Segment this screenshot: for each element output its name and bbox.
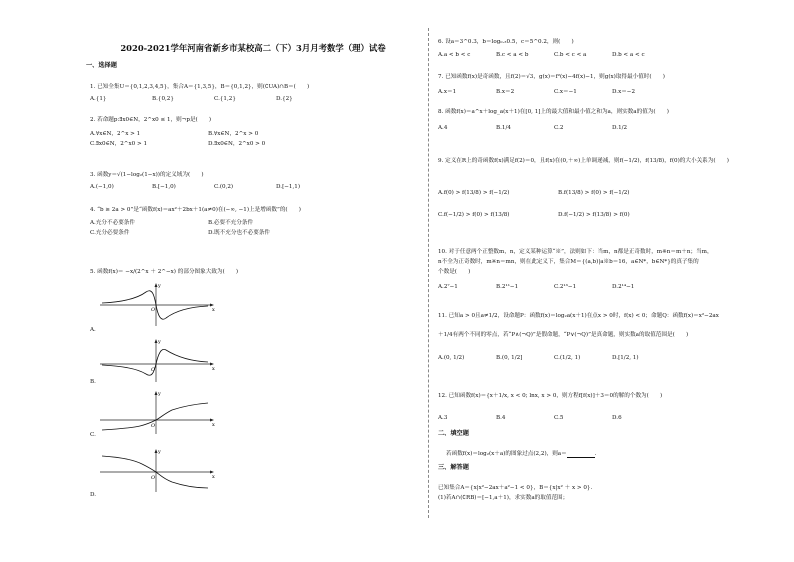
q10-option-d[interactable]: D.2¹⁴−1: [612, 284, 635, 290]
q10-option-a[interactable]: A.2⁷−1: [438, 284, 458, 290]
q6-option-a[interactable]: A.a < b < c: [438, 52, 471, 58]
q9-option-d[interactable]: D.f(−1/2) > f(13/8) > f(0): [558, 212, 630, 218]
question-13: [446, 450, 597, 458]
q1-option-a[interactable]: A.{1}: [90, 96, 107, 102]
q10-options: [438, 284, 670, 290]
q2-option-b[interactable]: B.∀x∈N，2^x > 0: [208, 131, 259, 137]
q1-option-d[interactable]: D.{2}: [276, 96, 293, 102]
y-label: y: [158, 391, 161, 397]
question-7: 7. 已知函数f(x)是奇函数，且f(2)＝√3，g(x)＝f²(x)−4f(x)−1，则g(x)取得最小值时( ): [438, 74, 665, 80]
question-2: 2. 若命题p:∃x0∈N，2^x0 ≤ 1，则¬p是( ): [90, 117, 212, 123]
q9-options-row2: [438, 212, 678, 218]
y-label: y: [158, 339, 161, 345]
section-fill: 二、填空题: [438, 430, 469, 437]
q2-option-d[interactable]: D.∃x0∈N，2^x0 > 0: [208, 141, 266, 147]
question-1: 1. 已知全集U＝{0,1,2,3,4,5}，集合A＝{1,3,5}，B＝{0,1,2}，则(∁UA)∩B＝( ): [90, 84, 310, 90]
origin-label: O: [151, 475, 156, 481]
q4-option-c[interactable]: C.充分必要条件: [90, 230, 130, 236]
q12-option-b[interactable]: B.4: [496, 415, 506, 421]
question-9: 9. 定义在R上的奇函数f(x)满足f(2)＝0，且f(x)在(0,＋∞)上单调递减，则f(−1/2)，f(13/8)，f(0)的大小关系为( ): [438, 158, 729, 164]
origin-label: O: [151, 367, 156, 373]
q11-option-d[interactable]: D.[1/2, 1): [612, 355, 639, 361]
q5-graph-a: [98, 282, 216, 328]
q8-option-a[interactable]: A.4: [438, 125, 448, 131]
q3-option-a[interactable]: A.(−1,0): [90, 184, 114, 190]
question-11-line2: ＋1/4有两个不同的零点，若“P∧(¬Q)”是假命题，“P∨(¬Q)”是真命题，则实数a的取值范围是( ): [438, 332, 689, 338]
q10-option-b[interactable]: B.2¹¹−1: [496, 284, 519, 290]
q8-option-c[interactable]: C.2: [554, 125, 564, 131]
q6-option-c[interactable]: C.b < c < a: [554, 52, 587, 58]
y-label: y: [158, 449, 161, 455]
question-8: 8. 函数f(x)＝a^x＋log_a(x＋1)在[0, 1]上的最大值和最小值之和为a，则实数a的值为( ): [438, 109, 669, 115]
q8-option-d[interactable]: D.1/2: [612, 125, 628, 131]
q12-options: [438, 415, 670, 421]
q3-options: [90, 184, 338, 190]
q2-options-row2: [90, 139, 326, 147]
q8-option-b[interactable]: B.1/4: [496, 125, 511, 131]
page-title: 2020-2021学年河南省新乡市某校高二（下）3月月考数学（理）试卷: [120, 43, 386, 53]
q4-option-d[interactable]: D.既不充分也不必要条件: [208, 230, 271, 236]
origin-label: O: [151, 307, 156, 313]
q5-label-a[interactable]: A.: [90, 327, 96, 333]
origin-label: O: [151, 423, 156, 429]
q8-options: [438, 125, 670, 131]
question-5: 5. 函数f(x)＝ −x/(2^x ＋ 2^−x) 的部分图象大致为( ): [90, 269, 239, 275]
q9-option-a[interactable]: A.f(0) > f(13/8) > f(−1/2): [438, 190, 510, 196]
q9-option-c[interactable]: C.f(−1/2) > f(0) > f(13/8): [438, 212, 510, 218]
q1-option-c[interactable]: C.{1,2}: [214, 96, 236, 102]
q6-option-d[interactable]: D.b < a < c: [612, 52, 645, 58]
q5-graph-d: [98, 448, 216, 494]
question-14: 已知集合A＝{x|x²−2ax＋a²−1 < 0}，B＝{x|x² ＋ x > 0}.: [438, 485, 593, 491]
question-6: 6. 设a＝3^0.3，b＝log₀.₃0.5，c＝5^0.2，则( ): [438, 39, 574, 45]
question-11-line1: 11. 已知a > 0且a≠1/2，设命题P：函数f(x)＝log₂a(x＋1)在点x > 0时，f(x) < 0；命题Q：函数f(x)＝x²−2ax: [438, 313, 719, 319]
x-label: x: [212, 422, 215, 428]
q5-graph-c: [98, 390, 216, 436]
question-3: 3. 函数y＝√(1−log₂(1−x))的定义域为( ): [90, 172, 204, 178]
q11-option-b[interactable]: B.(0, 1/2]: [496, 355, 523, 361]
q4-option-a[interactable]: A.充分不必要条件: [90, 220, 135, 226]
q6-options: [438, 52, 670, 58]
q5-label-d[interactable]: D.: [90, 492, 97, 498]
x-label: x: [212, 474, 215, 480]
q7-options: [438, 87, 670, 95]
q12-option-c[interactable]: C.5: [554, 415, 564, 421]
question-4: 4. “b ≥ 2a > 0”是“函数f(x)＝ax²＋2bx＋1(a≠0)在(−∞, −1)上是增函数”的( ): [90, 207, 301, 213]
q11-option-a[interactable]: A.(0, 1/2): [438, 355, 465, 361]
q5-label-c[interactable]: C.: [90, 432, 96, 438]
q11-option-c[interactable]: C.(1/2, 1): [554, 355, 581, 361]
q12-option-a[interactable]: A.3: [438, 415, 448, 421]
column-divider: [428, 28, 429, 518]
q1-options: [90, 96, 338, 102]
q5-graph-b: [98, 338, 216, 384]
left-column: [86, 0, 420, 562]
q7-option-d[interactable]: D.x＝−2: [612, 89, 636, 95]
q13-end: .: [594, 451, 597, 457]
q3-option-b[interactable]: B.[−1,0): [152, 184, 176, 190]
y-label: y: [158, 283, 161, 289]
q11-options: [438, 355, 670, 361]
q9-options-row1: [438, 190, 678, 196]
q5-label-b[interactable]: B.: [90, 379, 96, 385]
question-10-line3: 个数是( ): [438, 269, 471, 275]
q4-options-row1: [90, 218, 326, 226]
q7-option-c[interactable]: C.x＝−1: [554, 89, 577, 95]
q3-option-c[interactable]: C.(0,2): [214, 184, 234, 190]
q7-option-b[interactable]: B.x＝2: [496, 89, 515, 95]
section-choice: 一、选择题: [86, 62, 117, 69]
q2-option-c[interactable]: C.∃x0∈N，2^x0 > 1: [90, 141, 147, 147]
q9-option-b[interactable]: B.f(13/8) > f(0) > f(−1/2): [558, 190, 630, 196]
question-14-part-1: (1)若A∩(∁RB)＝[−1,a＋1)，求实数a的取值范围；: [438, 495, 569, 501]
section-answer: 三、解答题: [438, 464, 469, 471]
question-10-line2: n不全为正奇数时，m※n＝mn，则在此定义下，集合M＝{(a,b)|a※b＝16，a∈N*，b∈N*}的真子集的: [438, 259, 699, 265]
q2-options-row1: [90, 129, 326, 137]
q7-option-a[interactable]: A.x＝1: [438, 89, 457, 95]
question-10-line1: 10. 对于任意两个正整数m，n，定义某种运算“※”，法则如下：当m，n都是正奇数时，m※n＝m＋n；当m，: [438, 249, 713, 255]
x-label: x: [212, 366, 215, 372]
q3-option-d[interactable]: D.[−1,1): [276, 184, 301, 190]
q6-option-b[interactable]: B.c < a < b: [496, 52, 529, 58]
q13-text: 若函数f(x)＝log₂(x＋a)的图象过点(2,2)，则a＝: [446, 451, 567, 457]
q10-option-c[interactable]: C.2¹³−1: [554, 284, 577, 290]
q13-answer-blank[interactable]: [567, 451, 595, 458]
x-label: x: [212, 307, 215, 313]
question-12: 12. 已知函数f(x)＝{x＋1/x, x < 0; lnx, x > 0，则方程f[f(x)]＋3＝0的解的个数为( ): [438, 393, 663, 399]
q4-option-b[interactable]: B.必要不充分条件: [208, 220, 254, 226]
right-column: [436, 0, 766, 562]
q4-options-row2: [90, 228, 326, 236]
q1-option-b[interactable]: B.{0,2}: [152, 96, 174, 102]
q2-option-a[interactable]: A.∀x∈N，2^x > 1: [90, 131, 141, 137]
q12-option-d[interactable]: D.6: [612, 415, 622, 421]
